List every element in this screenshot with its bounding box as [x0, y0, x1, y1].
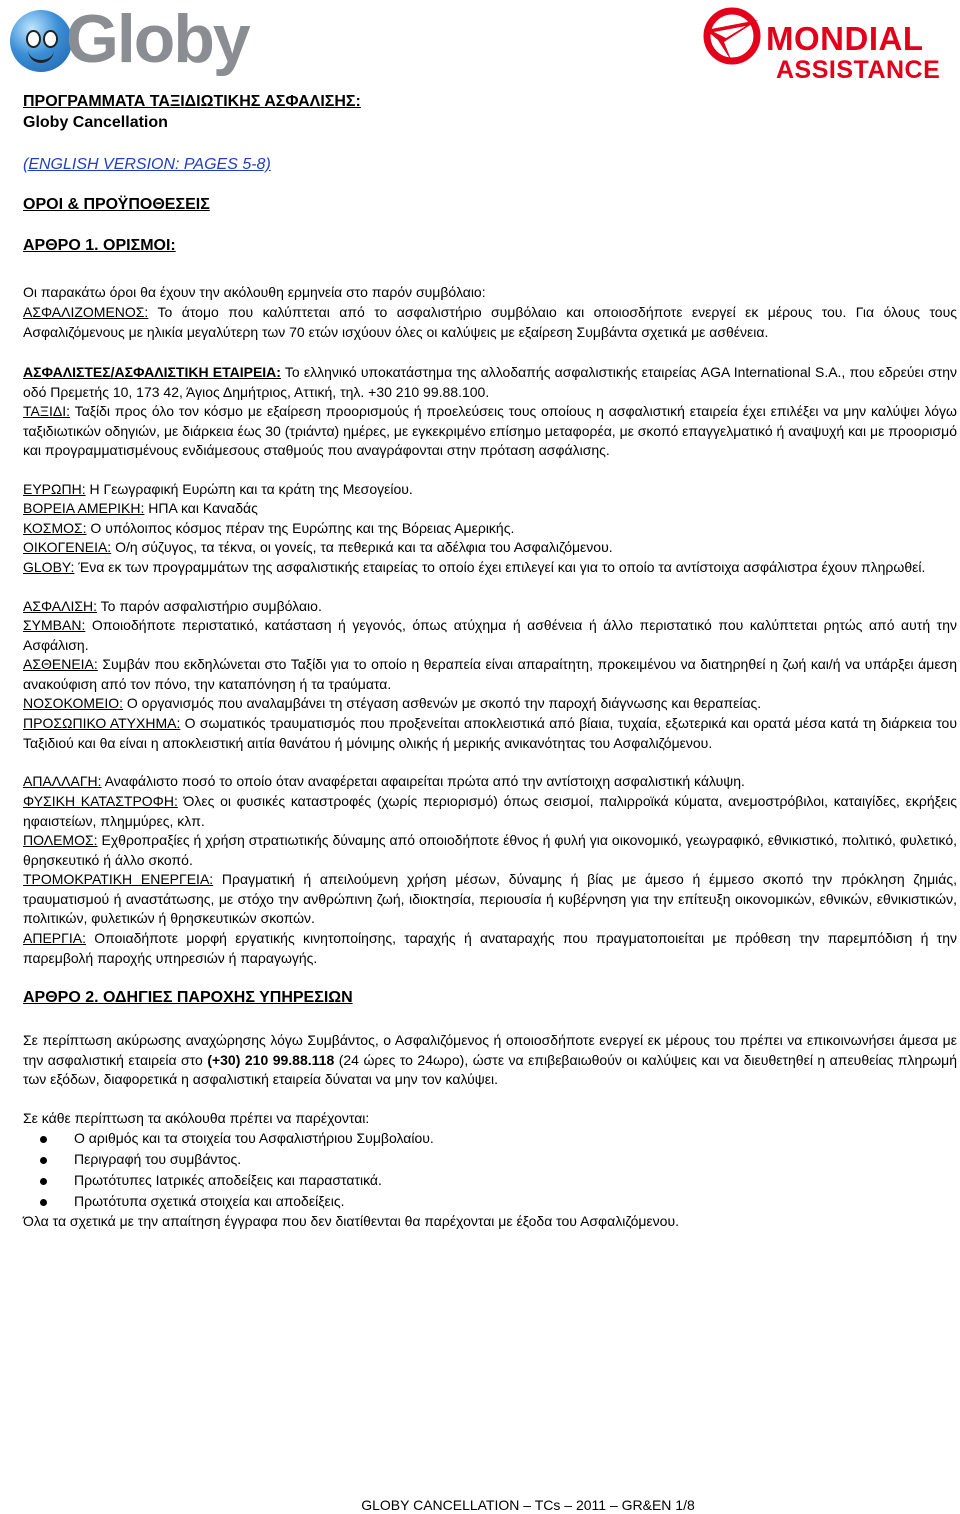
- page-footer: [0, 1497, 960, 1513]
- definition-text: Οποιαδήποτε μορφή εργατικής κινητοποίησης, ταραχής ή αναταραχής που πραγματοποιείται με πρόθεση την παρεμπόδιση ή την παρεμβολή παροχής υπηρεσιών ή παραγωγής.: [23, 930, 957, 966]
- definition-insurance: [23, 597, 957, 617]
- definition-text: Το άτομο που καλύπτεται από το ασφαλιστήριο συμβόλαιο και οποιοσδήποτε ενεργεί εκ μέρους του. Για όλους τους Ασφαλιζόμενους με ηλικία μεγαλύτερη των 70 ετών ισχύουν όλες οι καλύψεις με εξαίρεση Συμβάντα σχετικά με ασθένεια.: [23, 304, 957, 340]
- definition-insurers: [23, 363, 957, 402]
- mondial-assistance-logo: [700, 4, 958, 84]
- definition-term: ΠΟΛΕΜΟΣ:: [23, 832, 98, 848]
- definition-trip: [23, 402, 957, 461]
- definition-term: ΑΣΦΑΛΙΣΤΕΣ/ΑΣΦΑΛΙΣΤΙΚΗ ΕΤΑΙΡΕΙΑ:: [23, 364, 281, 380]
- mondial-logo-text: MONDIAL: [766, 20, 924, 57]
- paragraph-text: (24 ώρες το 24ωρο), ώστε να επιβεβαιωθούν οι καλύψεις και να διευθετηθεί η απευθείας πληρωμή των εξόδων, διαφορετικά η ασφαλιστική εταιρεία δύναται να μην τον καλύψει.: [23, 1051, 957, 1087]
- footer-text: GLOBY CANCELLATION – TCs – 2011 – GR&EN 1/8: [361, 1497, 695, 1513]
- definition-text: Ένα εκ των προγραμμάτων της ασφαλιστικής εταιρείας το οποίο έχει επιλεγεί και για το οποίο τα αντίστοιχα ασφάλιστρα έχουν πληρωθεί.: [74, 559, 926, 575]
- list-item: Πρωτότυπες Ιατρικές αποδείξεις και παραστατικά.: [23, 1171, 957, 1192]
- definition-text: Ταξίδι προς όλο τον κόσμο με εξαίρεση προορισμούς ή προελεύσεις τους οποίους η ασφαλιστική εταιρεία έχει επιλέξει να μην καλύψει λόγω ταξιδιωτικών οδηγιών, με διάρκεια έως 30 (τριάντα) ημέρες, με εγκεκριμένο επίσημο μεταφορέα, με σκοπό επαγγελματικό ή αναψυχή και με προορισμό και προγραμματισμένους ενδιάμεσους σταθμούς που αναγράφονται στην πρόταση ασφάλισης.: [23, 403, 957, 458]
- definition-terrorism: [23, 870, 957, 929]
- definition-term: ΚΟΣΜΟΣ:: [23, 520, 87, 536]
- terms-heading: ΟΡΟΙ & ΠΡΟΫΠΟΘΕΣΕΙΣ: [23, 196, 210, 213]
- definition-text: ΗΠΑ και Καναδάς: [144, 500, 258, 516]
- assistance-phone-number: (+30) 210 99.88.118: [207, 1051, 335, 1068]
- closing-note: Όλα τα σχετικά με την απαίτηση έγγραφα που δεν διατίθενται θα παρέχονται με έξοδα του Ασφαλιζόμενου.: [23, 1213, 679, 1229]
- definition-term: ΑΣΘΕΝΕΙΑ:: [23, 656, 98, 672]
- definition-text: Αναφάλιστο ποσό το οποίο όταν αναφέρεται αφαιρείται πρώτα από την αντίστοιχη ασφαλιστική κάλυψη.: [101, 773, 745, 789]
- definition-text: Οποιοδήποτε περιστατικό, κατάσταση ή γεγονός, όπως ατύχημα ή ασθένεια ή άλλο περιστατικό που καλύπτεται ρητώς από αυτή την Ασφάλιση.: [23, 617, 957, 653]
- document-title: ΠΡΟΓΡΑΜΜΑΤΑ ΤΑΞΙΔΙΩΤΙΚΗΣ ΑΣΦΑΛΙΣΗΣ:: [23, 93, 361, 110]
- definitions-intro: Οι παρακάτω όροι θα έχουν την ακόλουθη ερμηνεία στο παρόν συμβόλαιο:: [23, 284, 486, 300]
- definition-text: Εχθροπραξίες ή χρήση στρατιωτικής δύναμης από οποιοδήποτε έθνος ή φυλή για οικονομικό, γεωγραφικό, εθνικιστικό, πολιτικό, φυλετικό, θρησκευτικό ή άλλο σκοπό.: [23, 832, 957, 868]
- paragraph-text: Σε περίπτωση ακύρωσης αναχώρησης λόγω Συμβάντος, ο Ασφαλιζόμενος ή οποιοσδήποτε ενεργεί εκ μέρους του πρέπει να επικοινωνήσει άμεσα με την ασφαλιστική εταιρεία στο: [23, 1032, 957, 1068]
- definition-hospital: [23, 694, 957, 714]
- service-instructions-paragraph: [23, 1031, 957, 1090]
- definition-personal-accident: [23, 714, 957, 753]
- definition-globy: [23, 558, 957, 578]
- article-1-heading: ΑΡΘΡΟ 1. ΟΡΙΣΜΟΙ:: [23, 237, 176, 254]
- globe-mascot-icon: [10, 10, 72, 72]
- definition-text: Πραγματική ή απειλούμενη χρήση μέσων, δύναμης ή βίας με άμεσο ή έμμεσο σκοπό την πρόκληση ζημιάς, τραυματισμού ή αναστάτωσης, με στόχο την ανθρώπινη ζωή, ιδιοκτησία, περιουσία ή κυβέρνηση για την επίτευξη οικονομικών, εθνικών, εθνικιστικών, πολιτικών, φυλετικών ή θρησκευτικών σκοπών.: [23, 871, 957, 926]
- definition-text: Το παρόν ασφαλιστήριο συμβόλαιο.: [97, 598, 322, 614]
- definition-term: ΑΠΑΛΛΑΓΗ:: [23, 773, 102, 789]
- definition-text: Όλες οι φυσικές καταστροφές (χωρίς περιορισμό) όπως σεισμοί, παλιρροϊκά κύματα, ανεμοστρόβιλοι, καταιγίδες, εκρήξεις ηφαιστείων, πλημμύρες, κλπ.: [23, 793, 957, 829]
- definition-term: ΤΡΟΜΟΚΡΑΤΙΚΗ ΕΝΕΡΓΕΙΑ:: [23, 871, 214, 887]
- definition-term: ΤΑΞΙΔΙ:: [23, 403, 70, 419]
- definition-term: ΑΣΦΑΛΙΣΗ:: [23, 598, 97, 614]
- definition-deductible: [23, 772, 957, 792]
- definition-illness: [23, 655, 957, 694]
- definition-term: ΕΥΡΩΠΗ:: [23, 481, 86, 497]
- definition-term: ΝΟΣΟΚΟΜΕΙΟ:: [23, 695, 124, 711]
- definition-strike: [23, 929, 957, 968]
- assistance-logo-text: ASSISTANCE: [776, 56, 941, 84]
- globy-logo-text: Globy: [66, 1, 249, 77]
- definition-text: Η Γεωγραφική Ευρώπη και τα κράτη της Μεσογείου.: [85, 481, 413, 497]
- definition-text: Ο σωματικός τραυματισμός που προξενείται αποκλειστικά από βίαια, τυχαία, εξωτερικά και ορατά μέσα κατά τη διάρκεια του Ταξιδιού και θα είναι η αποκλειστική αιτία θανάτου ή μόνιμης ολικής ή μερικής ανικανότητας του Ασφαλιζόμενου.: [23, 715, 957, 751]
- definition-text: Συμβάν που εκδηλώνεται στο Ταξίδι για το οποίο η θεραπεία είναι απαραίτητη, προκειμένου να διατηρηθεί η ζωή και/ή να υπάρξει άμεση ανακούφιση από τον πόνο, την καταπόνηση ή τα τραύματα.: [23, 656, 957, 692]
- list-item: Περιγραφή του συμβάντος.: [23, 1150, 957, 1171]
- definition-term: ΒΟΡΕΙΑ ΑΜΕΡΙΚΗ:: [23, 500, 145, 516]
- definition-term: ΑΠΕΡΓΙΑ:: [23, 930, 86, 946]
- globy-logo: [6, 1, 266, 82]
- definition-text: Ο/η σύζυγος, τα τέκνα, οι γονείς, τα πεθερικά και τα αδέλφια του Ασφαλιζόμενου.: [111, 539, 613, 555]
- definition-term: ΠΡΟΣΩΠΙΚΟ ΑΤΥΧΗΜΑ:: [23, 715, 181, 731]
- definition-term: GLOBY:: [23, 559, 75, 575]
- definition-term: ΟΙΚΟΓΕΝΕΙΑ:: [23, 539, 112, 555]
- required-documents-list: [23, 1129, 957, 1213]
- mondial-star-mark-icon: [702, 6, 762, 66]
- definition-europe: [23, 480, 957, 500]
- definition-text: Το ελληνικό υποκατάστημα της αλλοδαπής ασφαλιστικής εταιρείας AGA International S.A., που εδρεύει στην οδό Πρεμετής 10, 173 42, Άγιος Δημήτριος, Αττική, τηλ. +30 210 99.88.100.: [23, 364, 958, 400]
- definition-family: [23, 538, 957, 558]
- english-version-link[interactable]: (ENGLISH VERSION: PAGES 5-8): [23, 156, 271, 173]
- definition-text: Ο οργανισμός που αναλαμβάνει τη στέγαση ασθενών με σκοπό την παροχή διάγνωσης και θεραπείας.: [123, 695, 762, 711]
- definition-insured: [23, 303, 957, 342]
- definition-war: [23, 831, 957, 870]
- required-documents-intro: Σε κάθε περίπτωση τα ακόλουθα πρέπει να παρέχονται:: [23, 1110, 370, 1126]
- article-2-heading: ΑΡΘΡΟ 2. ΟΔΗΓΙΕΣ ΠΑΡΟΧΗΣ ΥΠΗΡΕΣΙΩΝ: [23, 989, 353, 1006]
- definition-term: ΑΣΦΑΛΙΖΟΜΕΝΟΣ:: [23, 304, 149, 320]
- list-item: Πρωτότυπα σχετικά στοιχεία και αποδείξεις.: [23, 1192, 957, 1213]
- definition-natural-disaster: [23, 792, 957, 831]
- definition-world: [23, 519, 957, 539]
- definition-term: ΦΥΣΙΚΗ ΚΑΤΑΣΤΡΟΦΗ:: [23, 793, 178, 809]
- definition-term: ΣΥΜΒΑΝ:: [23, 617, 86, 633]
- definition-event: [23, 616, 957, 655]
- list-item: Ο αριθμός και τα στοιχεία του Ασφαλιστήριου Συμβολαίου.: [23, 1129, 957, 1150]
- definition-text: Ο υπόλοιπος κόσμος πέραν της Ευρώπης και της Βόρειας Αμερικής.: [86, 520, 515, 536]
- definition-north-america: [23, 499, 957, 519]
- document-subtitle: Globy Cancellation: [23, 114, 168, 131]
